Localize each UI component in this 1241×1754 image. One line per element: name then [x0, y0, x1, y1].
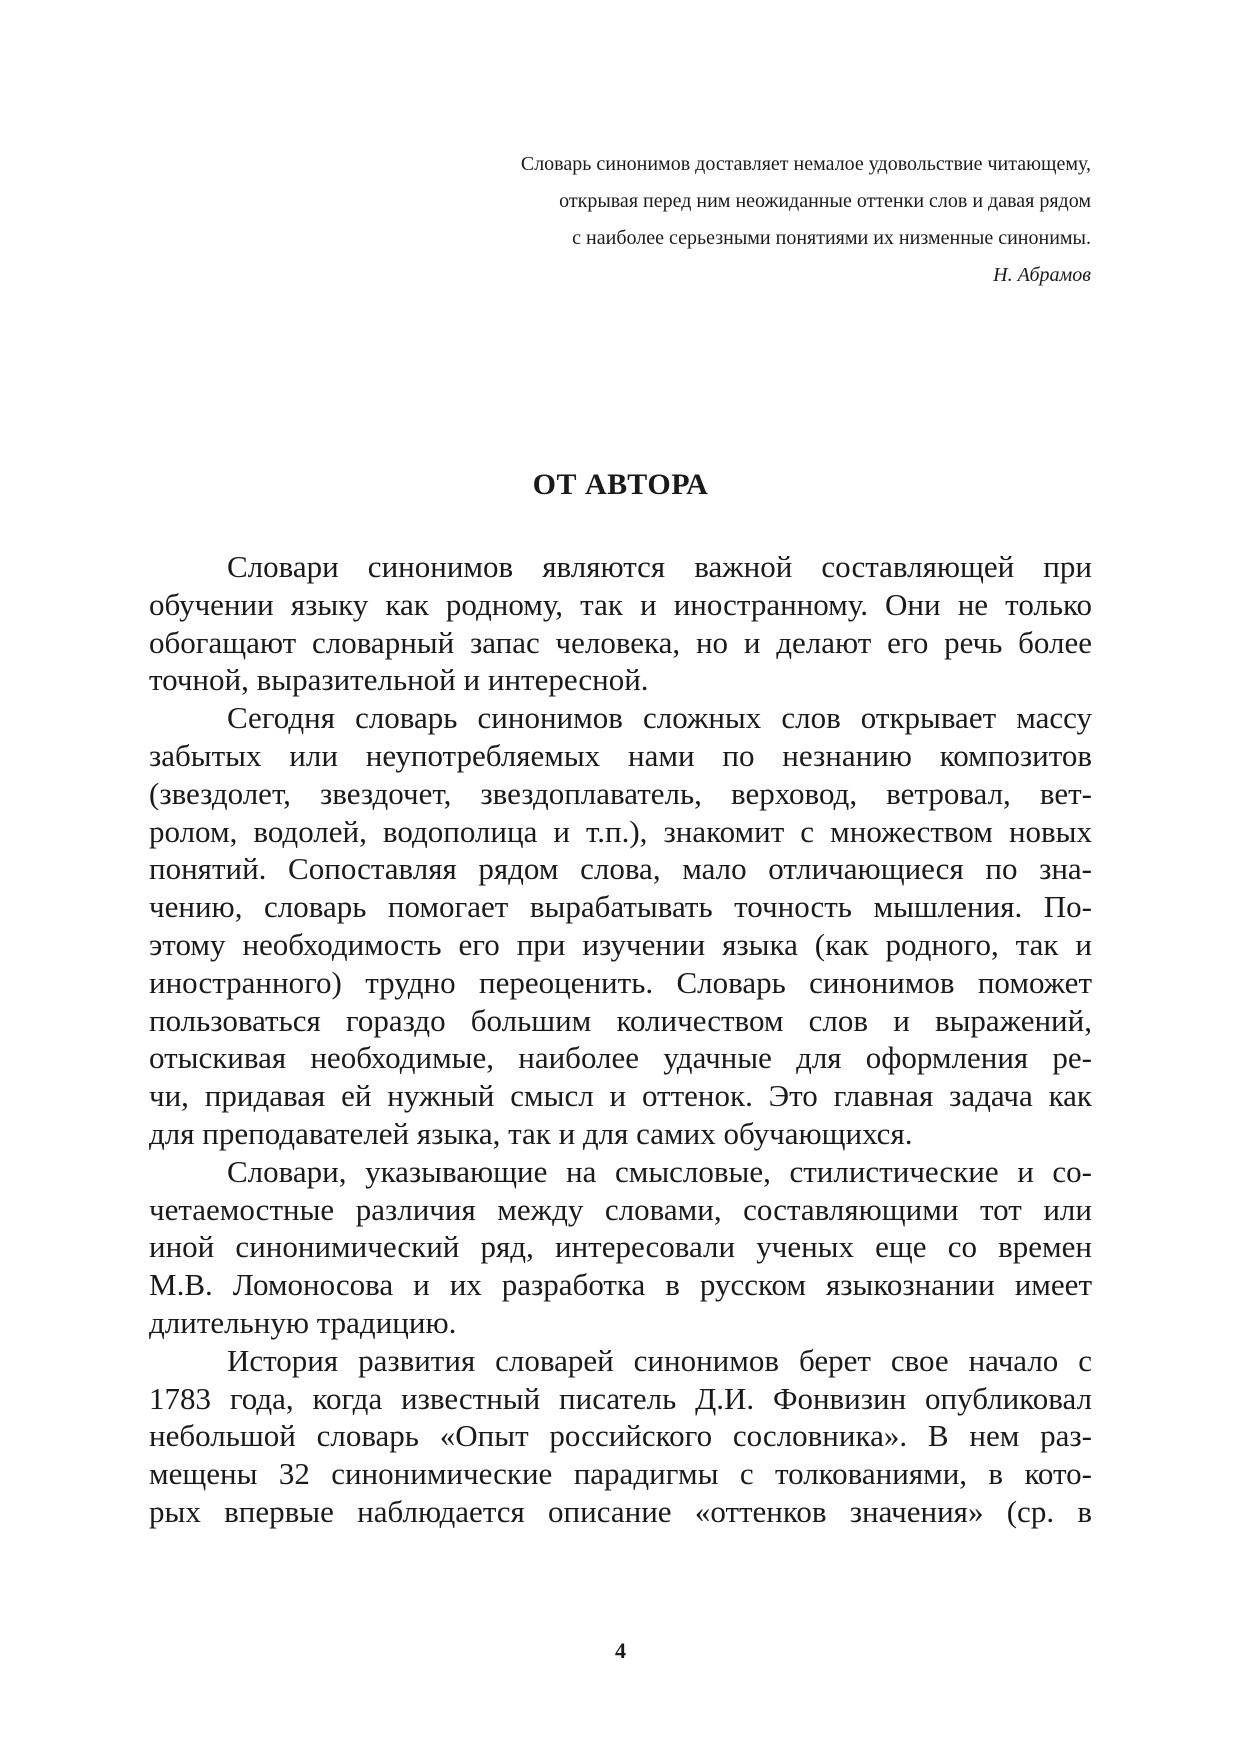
paragraph	[149, 699, 1092, 1153]
page-number: 4	[615, 1638, 626, 1663]
text-line: мещены 32 синонимические парадигмы с толкованиями, в кото-	[149, 1456, 1092, 1492]
text-line: М.В. Ломоносова и их разработка в русском языкознании имеет	[149, 1267, 1092, 1303]
text-line: небольшой словарь «Опыт российского сословника». В нем раз-	[149, 1418, 1092, 1454]
text-line: чению, словарь помогает вырабатывать точность мышления. По-	[149, 889, 1092, 925]
text-line: четаемостные различия между словами, составляющими тот или	[149, 1191, 1092, 1227]
text-line: отыскивая необходимые, наиболее удачные для оформления ре-	[149, 1040, 1092, 1076]
section-heading: ОТ АВТОРА	[532, 468, 709, 501]
text-line: забытых или неупотребляемых нами по незнанию композитов	[149, 737, 1092, 773]
text-line: ролом, водолей, водополица и т.п.), знакомит с множеством новых	[149, 813, 1092, 849]
text-line: иной синонимический ряд, интересовали ученых еще со времен	[149, 1229, 1092, 1265]
text-line: 1783 года, когда известный писатель Д.И. Фонвизин опубликовал	[149, 1380, 1092, 1416]
text-line: Сегодня словарь синонимов сложных слов открывает массу	[227, 700, 1092, 736]
text-line: этому необходимость его при изучении языка (как родного, так и	[149, 926, 1092, 962]
text-line: чи, придавая ей нужный смысл и оттенок. Это главная задача как	[149, 1078, 1092, 1114]
body-text	[149, 548, 1092, 1531]
text-line: понятий. Сопоставляя рядом слова, мало отличающиеся по зна-	[149, 851, 1092, 887]
text-line: длительную традицию.	[149, 1304, 457, 1340]
epigraph-line: с наиболее серьезными понятиями их низменные синонимы.	[572, 227, 1091, 249]
text-line: рых впервые наблюдается описание «оттенков значения» (ср. в	[149, 1493, 1092, 1529]
text-line: иностранного) трудно переоценить. Словарь синонимов поможет	[149, 964, 1092, 1000]
epigraph	[331, 146, 1091, 294]
epigraph-line: Словарь синонимов доставляет немалое удовольствие читающему,	[520, 153, 1091, 175]
paragraph	[149, 548, 1092, 699]
text-line: Словари, указывающие на смысловые, стилистические и со-	[227, 1153, 1092, 1189]
text-line: для преподавателей языка, так и для самих обучающихся.	[149, 1115, 913, 1151]
text-line: (звездолет, звездочет, звездоплаватель, верховод, ветровал, вет-	[149, 775, 1092, 811]
text-line: обогащают словарный запас человека, но и делают его речь более	[149, 624, 1092, 660]
text-line: Словари синонимов являются важной составляющей при	[227, 549, 1092, 584]
paragraph	[149, 1153, 1092, 1342]
epigraph-author: Н. Абрамов	[993, 264, 1091, 286]
text-line: обучении языку как родному, так и иностранному. Они не только	[149, 586, 1092, 622]
text-line: пользоваться гораздо большим количеством слов и выражений,	[149, 1002, 1092, 1038]
epigraph-line: открывая перед ним неожиданные оттенки слов и давая рядом	[559, 190, 1091, 212]
paragraph	[149, 1342, 1092, 1531]
text-line: точной, выразительной и интересной.	[149, 662, 649, 698]
text-line: История развития словарей синонимов берет свое начало с	[227, 1342, 1092, 1378]
